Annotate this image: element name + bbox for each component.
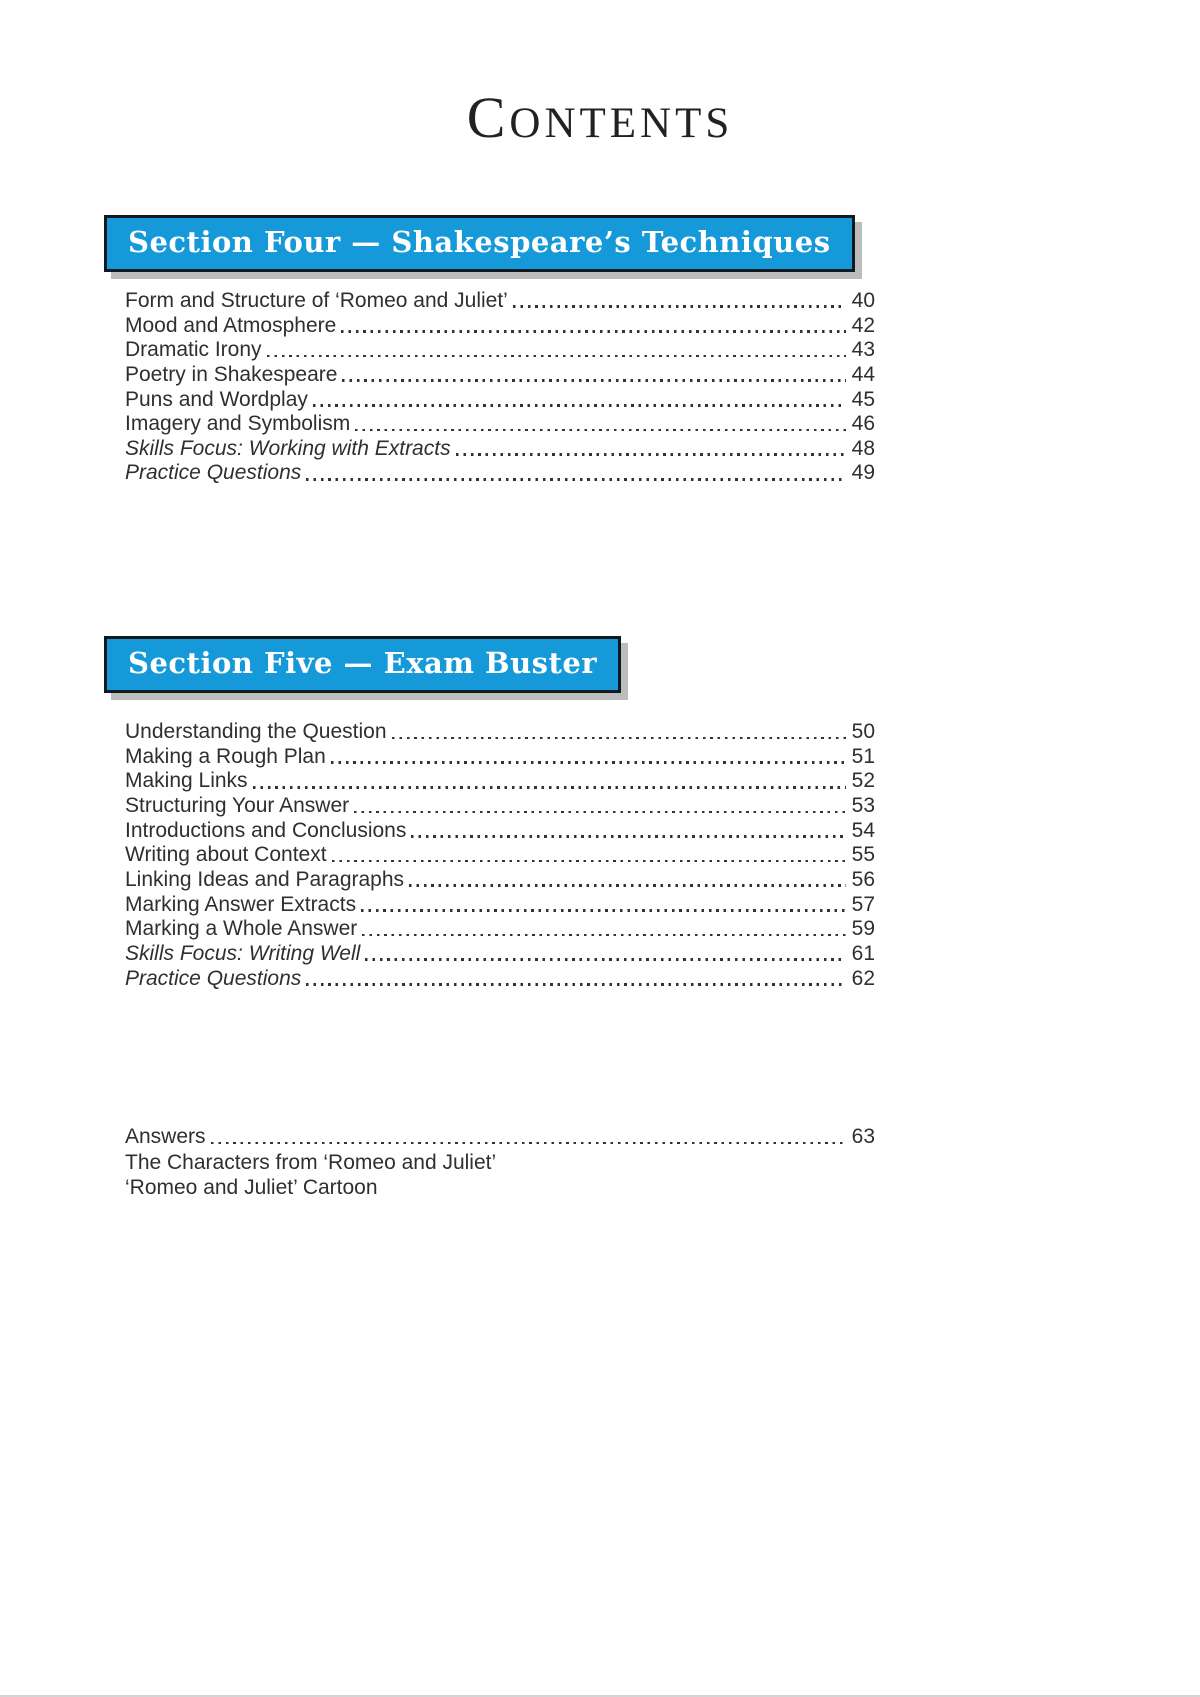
dotted-leader	[409, 884, 846, 887]
dotted-leader	[267, 355, 846, 358]
toc-entry	[125, 768, 875, 793]
dotted-leader	[332, 860, 846, 863]
toc-entry-title: Skills Focus: Working with Extracts	[125, 436, 451, 460]
section-heading-label: Section Four — Shakespeare’s Techniques	[128, 225, 831, 259]
toc-entry	[125, 744, 875, 769]
toc-entry-page-number: 50	[851, 720, 875, 744]
section-heading-banner	[104, 636, 621, 693]
dotted-leader	[306, 478, 845, 481]
toc-entry-title: Practice Questions	[125, 461, 302, 485]
dotted-leader	[365, 958, 845, 961]
toc-entry-page-number: 59	[851, 917, 875, 941]
toc-entry-title: Making a Rough Plan	[125, 744, 326, 768]
toc-entry	[125, 793, 875, 818]
page-title-rest: ONTENTS	[509, 100, 734, 147]
page-title-initial: C	[466, 85, 510, 150]
dotted-leader	[331, 761, 846, 764]
toc-entry-page-number: 42	[851, 313, 875, 337]
toc-entry-title: Linking Ideas and Paragraphs	[125, 867, 405, 891]
toc-entry-title: ‘Romeo and Juliet’ Cartoon	[125, 1176, 378, 1200]
toc-entry	[125, 941, 875, 966]
section-heading-label: Section Five — Exam Buster	[128, 646, 598, 681]
toc-entry	[125, 842, 875, 867]
toc-entry	[125, 460, 875, 485]
toc-entry-page-number: 44	[851, 362, 875, 386]
dotted-leader	[313, 404, 846, 407]
toc-entry-title: Puns and Wordplay	[125, 387, 308, 411]
dotted-leader	[253, 786, 846, 789]
toc-entry	[125, 1174, 875, 1200]
toc-entry-page-number: 62	[851, 966, 875, 990]
dotted-leader	[362, 934, 845, 937]
toc-entry-title: Imagery and Symbolism	[125, 412, 351, 436]
toc-entry	[125, 436, 875, 461]
toc-entry	[125, 916, 875, 941]
toc-entry-title: Structuring Your Answer	[125, 794, 350, 818]
toc-entry-title: Understanding the Question	[125, 720, 387, 744]
toc-section	[104, 215, 1200, 485]
toc-entry-page-number: 48	[851, 436, 875, 460]
toc-entry-page-number: 46	[851, 412, 875, 436]
toc-entry-title: Practice Questions	[125, 966, 302, 990]
toc-entry	[125, 719, 875, 744]
toc-entry-title: Making Links	[125, 769, 248, 793]
toc-entry	[125, 1149, 875, 1175]
toc-entry-page-number: 51	[851, 744, 875, 768]
dotted-leader	[361, 909, 846, 912]
toc-entry	[125, 387, 875, 412]
toc-entry-page-number: 43	[851, 338, 875, 362]
dotted-leader	[342, 379, 845, 382]
dotted-leader	[411, 835, 845, 838]
toc-entry-title: Marking Answer Extracts	[125, 892, 357, 916]
toc-entry-title: Marking a Whole Answer	[125, 917, 358, 941]
toc-entry	[125, 313, 875, 338]
toc-entry-title: Writing about Context	[125, 843, 327, 867]
dotted-leader	[211, 1142, 846, 1145]
toc-entry	[125, 966, 875, 991]
toc-entry-title: Introductions and Conclusions	[125, 818, 407, 842]
toc-entry-page-number: 52	[851, 769, 875, 793]
toc-entry	[125, 337, 875, 362]
toc-entry-page-number: 57	[851, 892, 875, 916]
toc-entry	[125, 362, 875, 387]
toc-entry-page-number: 55	[851, 843, 875, 867]
toc-entry-title: The Characters from ‘Romeo and Juliet’	[125, 1150, 497, 1174]
toc-entry-title: Dramatic Irony	[125, 338, 262, 362]
dotted-leader	[392, 737, 846, 740]
toc-entry-page-number: 45	[851, 387, 875, 411]
dotted-leader	[306, 983, 845, 986]
toc-entry	[125, 1123, 875, 1149]
toc-entry-page-number: 54	[851, 818, 875, 842]
section-heading-banner	[104, 215, 855, 272]
toc-entry-title: Poetry in Shakespeare	[125, 362, 338, 386]
toc-entry	[125, 411, 875, 436]
toc-section	[104, 636, 1200, 990]
toc-entry-page-number: 56	[851, 867, 875, 891]
toc-entry-title: Form and Structure of ‘Romeo and Juliet’	[125, 288, 508, 312]
toc-sections	[0, 215, 1200, 990]
toc-entry-page-number: 53	[851, 794, 875, 818]
dotted-leader	[355, 429, 845, 432]
toc-entry-page-number: 49	[851, 461, 875, 485]
dotted-leader	[513, 305, 846, 308]
toc-entry-title: Skills Focus: Writing Well	[125, 941, 361, 965]
section-entry-list	[125, 288, 875, 485]
dotted-leader	[354, 811, 846, 814]
toc-entry-title: Answers	[125, 1125, 206, 1149]
toc-entry	[125, 892, 875, 917]
page-title	[0, 0, 1200, 151]
toc-footer-entries	[125, 1123, 875, 1200]
toc-entry-page-number: 63	[851, 1125, 875, 1149]
dotted-leader	[456, 453, 846, 456]
toc-entry-page-number: 61	[851, 941, 875, 965]
toc-entry	[125, 288, 875, 313]
dotted-leader	[341, 330, 845, 333]
section-entry-list	[125, 719, 875, 990]
toc-entry-page-number: 40	[851, 288, 875, 312]
toc-entry-title: Mood and Atmosphere	[125, 313, 337, 337]
toc-entry	[125, 867, 875, 892]
toc-entry	[125, 818, 875, 843]
